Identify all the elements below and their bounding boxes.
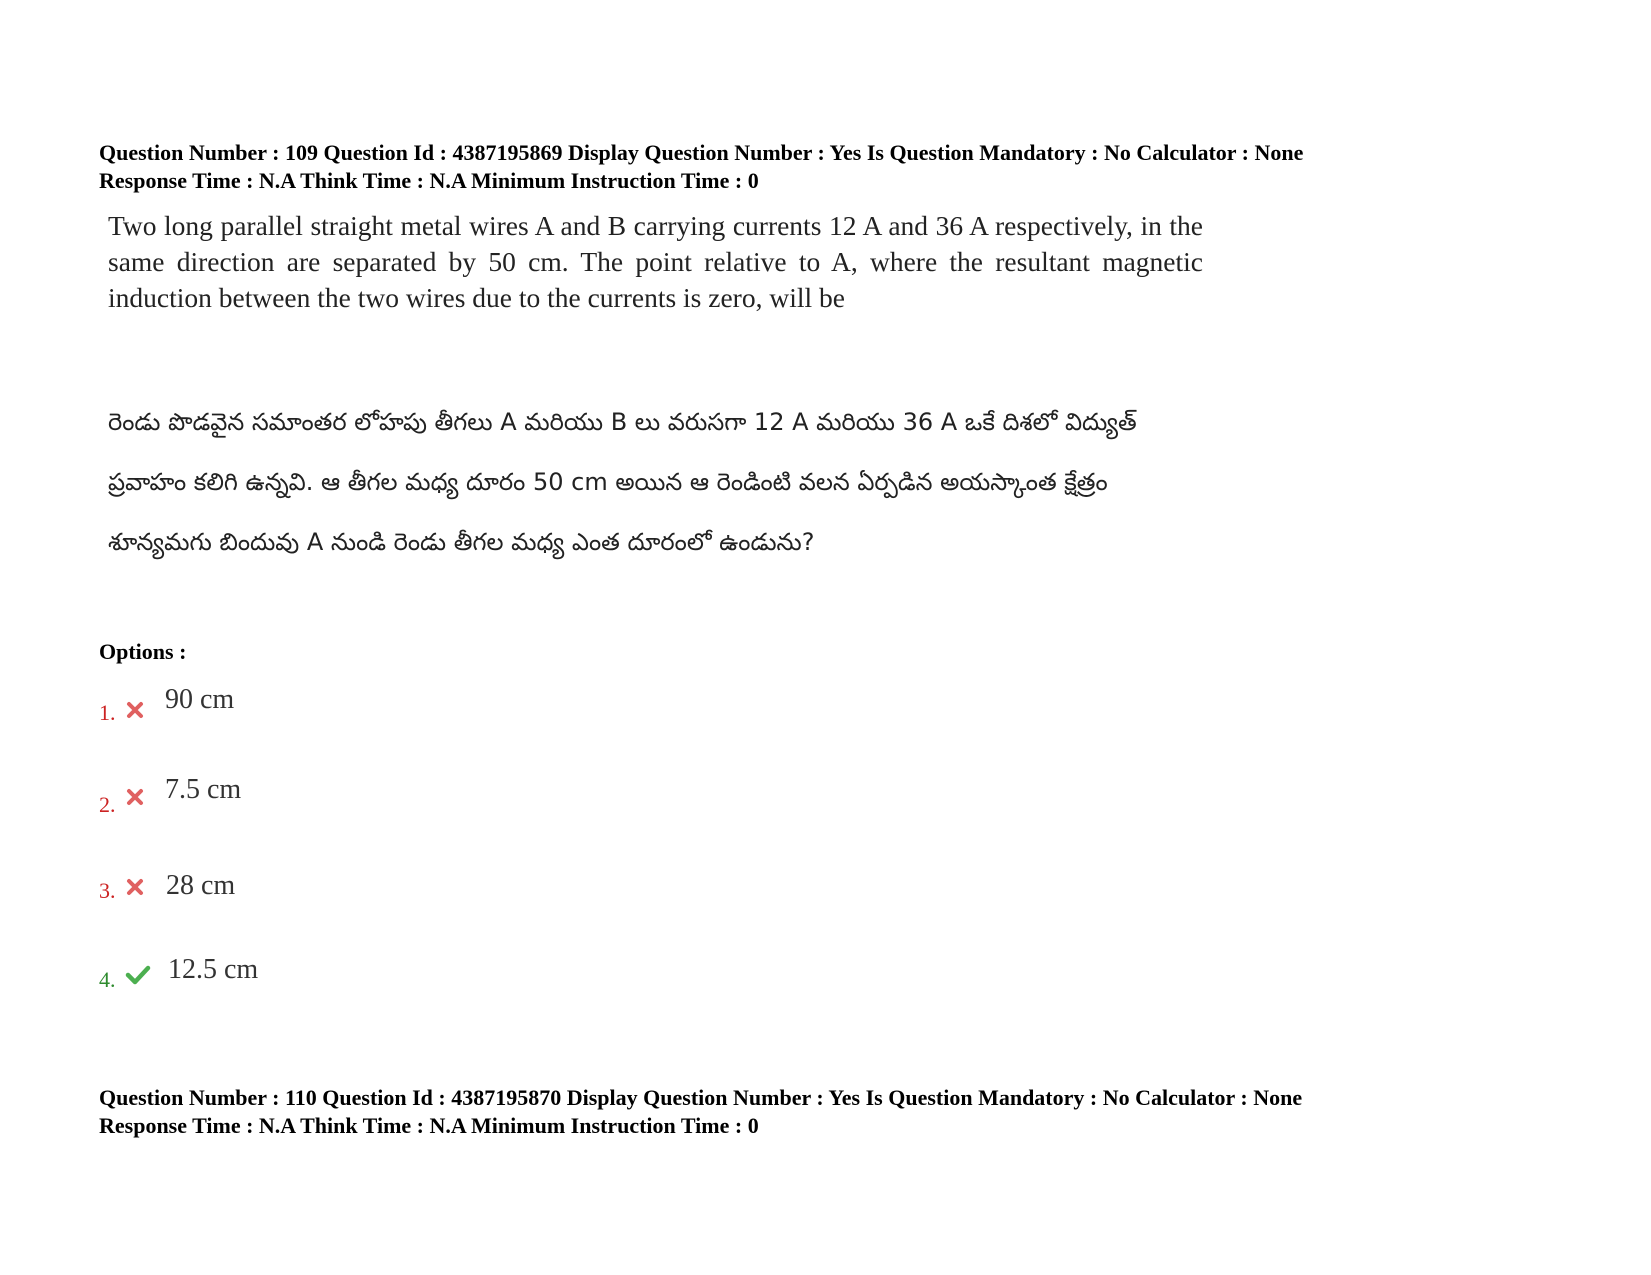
option-text: 12.5 cm bbox=[168, 954, 259, 985]
option-number: 1. bbox=[99, 700, 116, 725]
option-text: 90 cm bbox=[165, 684, 235, 715]
option-3 bbox=[99, 870, 499, 914]
check-icon bbox=[125, 964, 151, 986]
option-4 bbox=[99, 954, 499, 998]
question-110-meta-line2: Response Time : N.A Think Time : N.A Minimum Instruction Time : 0 bbox=[99, 1113, 759, 1138]
option-2 bbox=[99, 774, 499, 818]
cross-icon bbox=[125, 700, 145, 720]
option-text: 7.5 cm bbox=[165, 774, 242, 805]
question-109-meta-line1: Question Number : 109 Question Id : 4387195869 Display Question Number : Yes Is Question Mandatory : No Calculator : None bbox=[99, 140, 1304, 165]
question-110-meta-line1: Question Number : 110 Question Id : 4387195870 Display Question Number : Yes Is Question Mandatory : No Calculator : None bbox=[99, 1085, 1303, 1110]
question-109-metadata bbox=[99, 139, 1303, 195]
option-number: 4. bbox=[99, 967, 116, 992]
question-109-stem-english: Two long parallel straight metal wires A and B carrying currents 12 A and 36 A respectively, in the same direction are separated by 50 cm. The point relative to A, where the resultant magnetic induction between the two wires due to the currents is zero, will be bbox=[108, 210, 1203, 313]
option-text: 28 cm bbox=[166, 870, 236, 901]
option-number: 2. bbox=[99, 792, 116, 817]
option-number: 3. bbox=[99, 878, 116, 903]
cross-icon bbox=[125, 877, 145, 897]
question-110-metadata bbox=[99, 1084, 1302, 1140]
question-109-stem-telugu: రెండు పొడవైన సమాంతర లోహపు తీగలు A మరియు B లు వరుసగా 12 A మరియు 36 A ఒకే దిశలో విద్యుత్ ప్రవాహం కలిగి ఉన్నవి. ఆ తీగల మధ్య దూరం 50 cm అయిన ఆ రెండింటి వలన ఏర్పడిన అయస్కాంత క్షేత్రం శూన్యమగు బిందువు A నుండి రెండు తీగల మధ్య ఎంత దూరంలో ఉండును? bbox=[108, 408, 1137, 556]
option-1 bbox=[99, 684, 499, 728]
cross-icon bbox=[125, 787, 145, 807]
options-label: Options : bbox=[99, 639, 187, 664]
question-109-meta-line2: Response Time : N.A Think Time : N.A Minimum Instruction Time : 0 bbox=[99, 168, 759, 193]
